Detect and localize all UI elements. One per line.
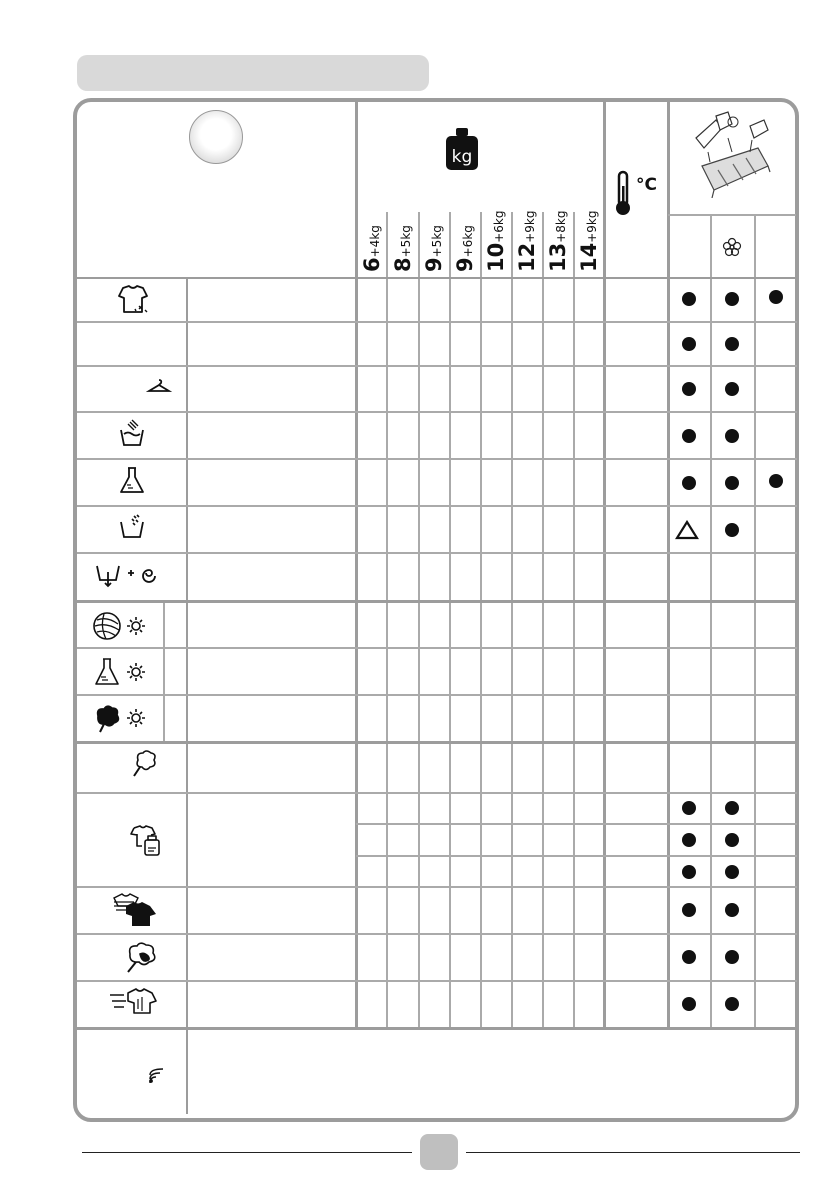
- wool-sun-icon: [92, 610, 152, 642]
- hand-wash-icon: [118, 418, 146, 448]
- dose-dot: [769, 290, 783, 304]
- dose-dot: [682, 997, 696, 1011]
- footer-rule-right: [466, 1152, 800, 1153]
- dose-dot: [725, 523, 739, 537]
- quick-wash-icon: [108, 985, 160, 1017]
- hanger-icon: [146, 378, 172, 394]
- optional-dose-triangle: [675, 520, 699, 540]
- flower-icon: [722, 237, 742, 257]
- dose-dot: [682, 337, 696, 351]
- dose-dot: [725, 382, 739, 396]
- dose-dot: [682, 865, 696, 879]
- temperature-icon: [614, 168, 664, 220]
- wifi-icon: [148, 1068, 164, 1084]
- dose-dot: [725, 337, 739, 351]
- shirt-detergent-icon: [128, 822, 164, 858]
- dose-dot: [682, 382, 696, 396]
- dose-dot: [682, 429, 696, 443]
- dose-dot: [682, 950, 696, 964]
- svg-text:kg: kg: [451, 147, 473, 167]
- dose-dot: [725, 997, 739, 1011]
- footer-rule-left: [82, 1152, 412, 1153]
- dose-dot: [682, 833, 696, 847]
- dose-dot: [769, 474, 783, 488]
- dose-dot: [682, 801, 696, 815]
- dose-dot: [725, 429, 739, 443]
- cotton-icon: [122, 940, 162, 974]
- rinse-icon: [118, 512, 146, 540]
- page-number-badge: [420, 1134, 458, 1170]
- section-title-bar: [77, 55, 429, 91]
- allergy-care-shirt-icon: [115, 282, 151, 318]
- cotton-sun-icon: [92, 702, 152, 734]
- dose-dot: [682, 292, 696, 306]
- svg-text:°C: °C: [636, 175, 657, 195]
- dose-dot: [725, 476, 739, 490]
- steam-icon: [128, 748, 160, 778]
- dose-dot: [725, 292, 739, 306]
- dose-dot: [725, 950, 739, 964]
- programme-knob-icon: [189, 110, 243, 164]
- drain-spin-icon: [94, 560, 160, 588]
- dose-dot: [725, 865, 739, 879]
- weight-icon: [446, 128, 478, 170]
- synthetic-sun-icon: [92, 656, 152, 688]
- dose-dot: [725, 801, 739, 815]
- dark-clothes-icon: [110, 892, 160, 928]
- synthetic-flask-icon: [118, 465, 146, 495]
- dose-dot: [725, 833, 739, 847]
- dose-dot: [725, 903, 739, 917]
- detergent-drawer-icon: [688, 108, 774, 198]
- dose-dot: [682, 903, 696, 917]
- dose-dot: [682, 476, 696, 490]
